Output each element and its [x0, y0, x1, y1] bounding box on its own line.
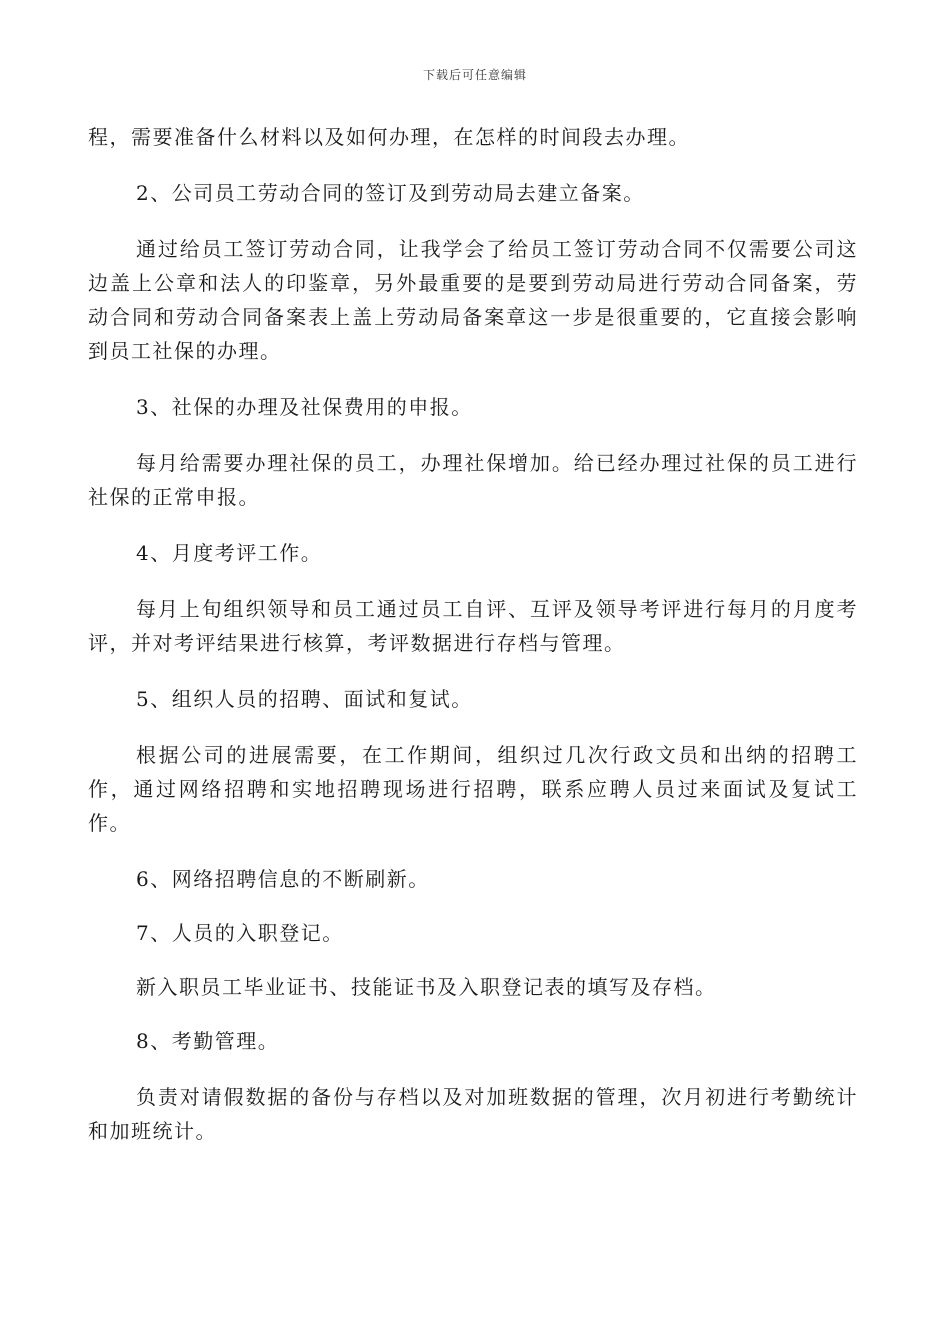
- paragraph-attendance: 负责对请假数据的备份与存档以及对加班数据的管理，次月初进行考勤统计和加班统计。: [88, 1085, 858, 1143]
- section-heading-3: 3、社保的办理及社保费用的申报。: [136, 395, 473, 419]
- paragraph-labor-contract: 通过给员工签订劳动合同，让我学会了给员工签订劳动合同不仅需要公司这边盖上公章和法人的印鉴章，另外最重要的是要到劳动局进行劳动合同备案，劳动合同和劳动合同备案表上盖上劳动局备案章这一步是很重要的，它直接会影响到员工社保的办理。: [88, 237, 858, 363]
- section-heading-6: 6、网络招聘信息的不断刷新。: [136, 867, 430, 891]
- section-heading-7: 7、人员的入职登记。: [136, 921, 344, 945]
- document-body: [88, 120, 858, 1148]
- paragraph-recruitment: 根据公司的进展需要，在工作期间，组织过几次行政文员和出纳的招聘工作，通过网络招聘和实地招聘现场进行招聘，联系应聘人员过来面试及复试工作。: [88, 743, 858, 835]
- section-heading-5: 5、组织人员的招聘、面试和复试。: [136, 687, 473, 711]
- page-header-note: 下载后可任意编辑: [422, 68, 527, 82]
- section-heading-8: 8、考勤管理。: [136, 1029, 280, 1053]
- section-heading-4: 4、月度考评工作。: [136, 541, 323, 565]
- paragraph-social-insurance: 每月给需要办理社保的员工，办理社保增加。给已经办理过社保的员工进行社保的正常申报。: [88, 451, 858, 509]
- paragraph-continuation: 程，需要准备什么材料以及如何办理，在怎样的时间段去办理。: [88, 125, 690, 149]
- paragraph-onboarding: 新入职员工毕业证书、技能证书及入职登记表的填写及存档。: [136, 975, 717, 999]
- section-heading-2: 2、公司员工劳动合同的签订及到劳动局去建立备案。: [136, 181, 645, 205]
- paragraph-monthly-evaluation: 每月上旬组织领导和员工通过员工自评、互评及领导考评进行每月的月度考评，并对考评结果进行核算，考评数据进行存档与管理。: [88, 597, 858, 655]
